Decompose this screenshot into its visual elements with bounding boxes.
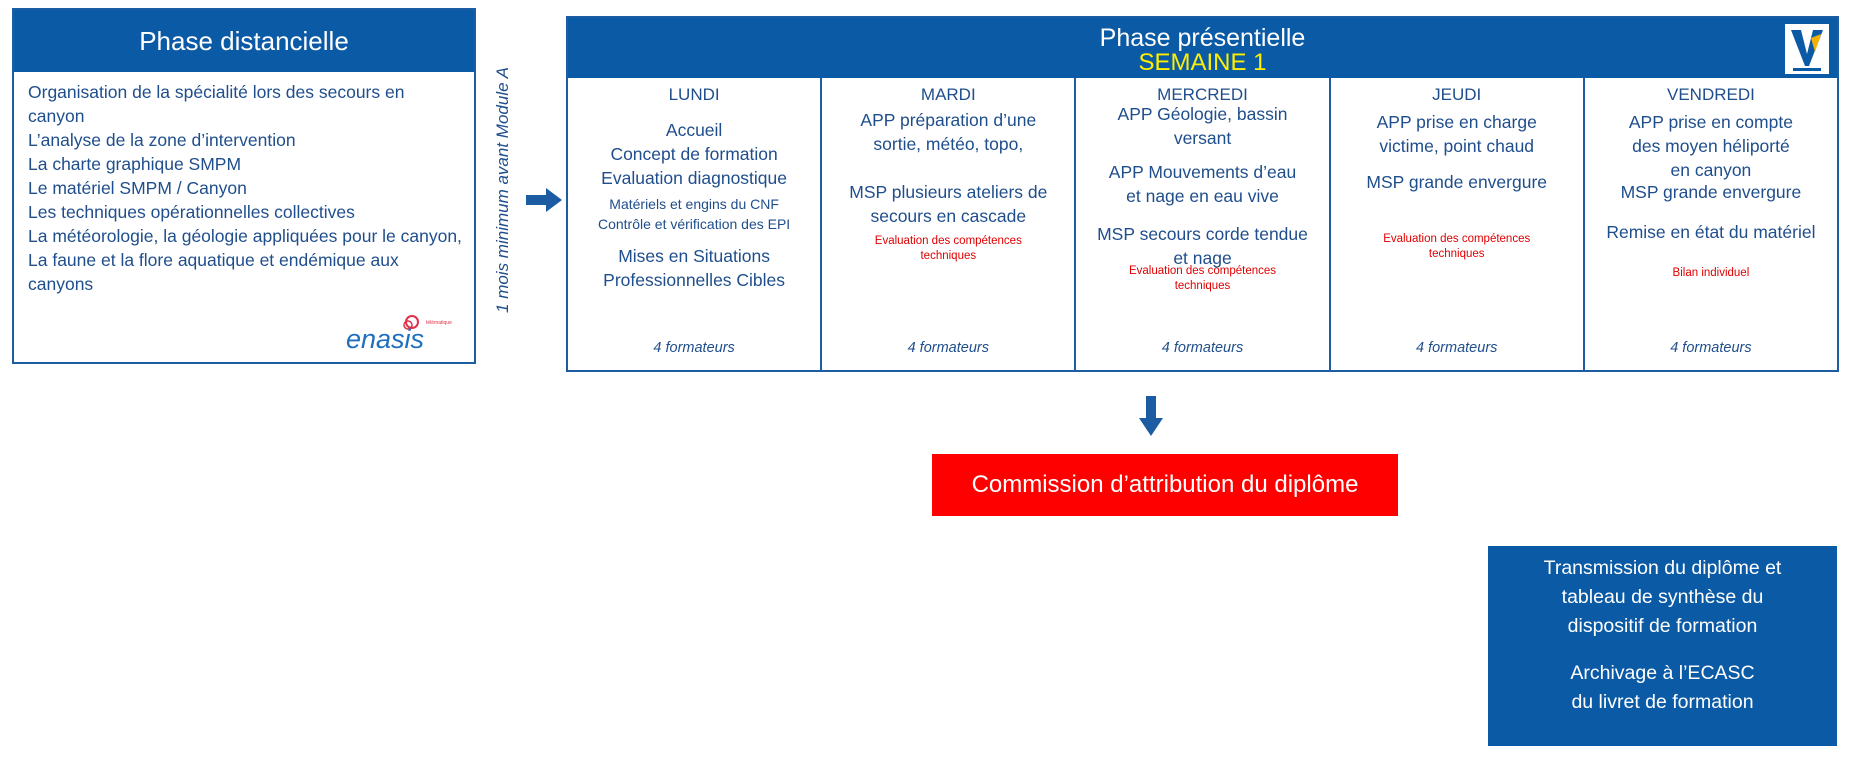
evaluation-note: Evaluation des compétences techniques: [1128, 265, 1277, 292]
trainers-count: 4 formateurs: [1670, 340, 1752, 356]
arrow-right-icon: [526, 186, 562, 214]
day-column-vendredi: [1585, 78, 1837, 370]
enasis-logo-text: enasis: [346, 324, 425, 354]
trainers-count: 4 formateurs: [907, 340, 989, 356]
day-column-mardi: [822, 78, 1076, 370]
activity-text: Accueil Concept de formation Evaluation diagnostique: [601, 120, 788, 188]
day-name: JEUDI: [1432, 85, 1482, 104]
commission-box: Commission d’attribution du diplôme: [932, 454, 1398, 516]
list-item: La météorologie, la géologie appliquées pour le canyon,: [28, 226, 462, 246]
trainers-count: 4 formateurs: [653, 340, 735, 356]
list-item: Organisation de la spécialité lors des secours en canyon: [28, 82, 405, 126]
list-item: La faune et la flore aquatique et endémique aux canyons: [28, 250, 399, 294]
transmission-box: [1488, 546, 1837, 746]
delay-note-text: 1 mois minimum avant Module A: [493, 67, 512, 313]
activity-text: MSP plusieurs ateliers de secours en cascade: [849, 182, 1048, 226]
week-label: SEMAINE 1: [1138, 49, 1267, 76]
enasis-logo-small: télématique: [426, 320, 452, 326]
activity-text: Remise en état du matériel: [1606, 222, 1816, 242]
list-item: La charte graphique SMPM: [28, 154, 242, 174]
activity-text: MSP grande envergure: [1620, 182, 1802, 202]
activity-text: APP préparation d’une sortie, météo, topo,: [860, 110, 1037, 154]
list-item: L’analyse de la zone d’intervention: [28, 130, 296, 150]
phase-presentielle-box: [566, 16, 1839, 372]
v-logo-icon: [1785, 24, 1829, 74]
day-name: LUNDI: [668, 85, 720, 104]
activity-text: APP prise en charge victime, point chaud: [1376, 112, 1537, 156]
activity-text: APP prise en compte des moyen héliporté en canyon: [1628, 112, 1793, 180]
trainers-count: 4 formateurs: [1161, 340, 1244, 356]
phase-presentielle-title: Phase présentielle: [1099, 24, 1306, 52]
activity-text: Matériels et engins du CNF Contrôle et vérification des EPI: [597, 196, 791, 232]
archivage-text: Archivage à l’ECASC du livret de formation: [1570, 662, 1755, 713]
day-name: MARDI: [920, 85, 976, 104]
enasis-logo: [342, 312, 452, 354]
day-name: VENDREDI: [1666, 85, 1755, 104]
delay-note: [484, 40, 522, 340]
transmission-text: Transmission du diplôme et tableau de synthèse du dispositif de formation: [1543, 557, 1782, 637]
list-item: Le matériel SMPM / Canyon: [28, 178, 247, 198]
list-item: Les techniques opérationnelles collectives: [28, 202, 355, 222]
activity-text: MSP secours corde tendue et nage: [1097, 224, 1308, 268]
phase-distancielle-box: [12, 8, 476, 364]
activity-text: APP Géologie, bassin versant: [1117, 104, 1288, 148]
phase-distancielle-title: Phase distancielle: [14, 10, 474, 72]
day-name: MERCREDI: [1157, 85, 1248, 104]
distanciel-topic-list: [14, 72, 474, 296]
evaluation-note: Evaluation des compétences techniques: [1383, 233, 1531, 260]
day-column-lundi: [568, 78, 822, 370]
days-grid: [568, 78, 1837, 370]
activity-text: APP Mouvements d’eau et nage en eau vive: [1108, 162, 1297, 206]
day-column-mercredi: [1076, 78, 1330, 370]
trainers-count: 4 formateurs: [1416, 340, 1498, 356]
evaluation-note: Bilan individuel: [1672, 267, 1750, 279]
day-column-jeudi: [1331, 78, 1585, 370]
evaluation-note: Evaluation des compétences techniques: [874, 235, 1022, 262]
activity-text: Mises en Situations Professionnelles Cibles: [603, 246, 786, 290]
phase-presentielle-header: [568, 18, 1837, 78]
arrow-down-icon: [1137, 396, 1165, 436]
activity-text: MSP grande envergure: [1366, 172, 1548, 192]
